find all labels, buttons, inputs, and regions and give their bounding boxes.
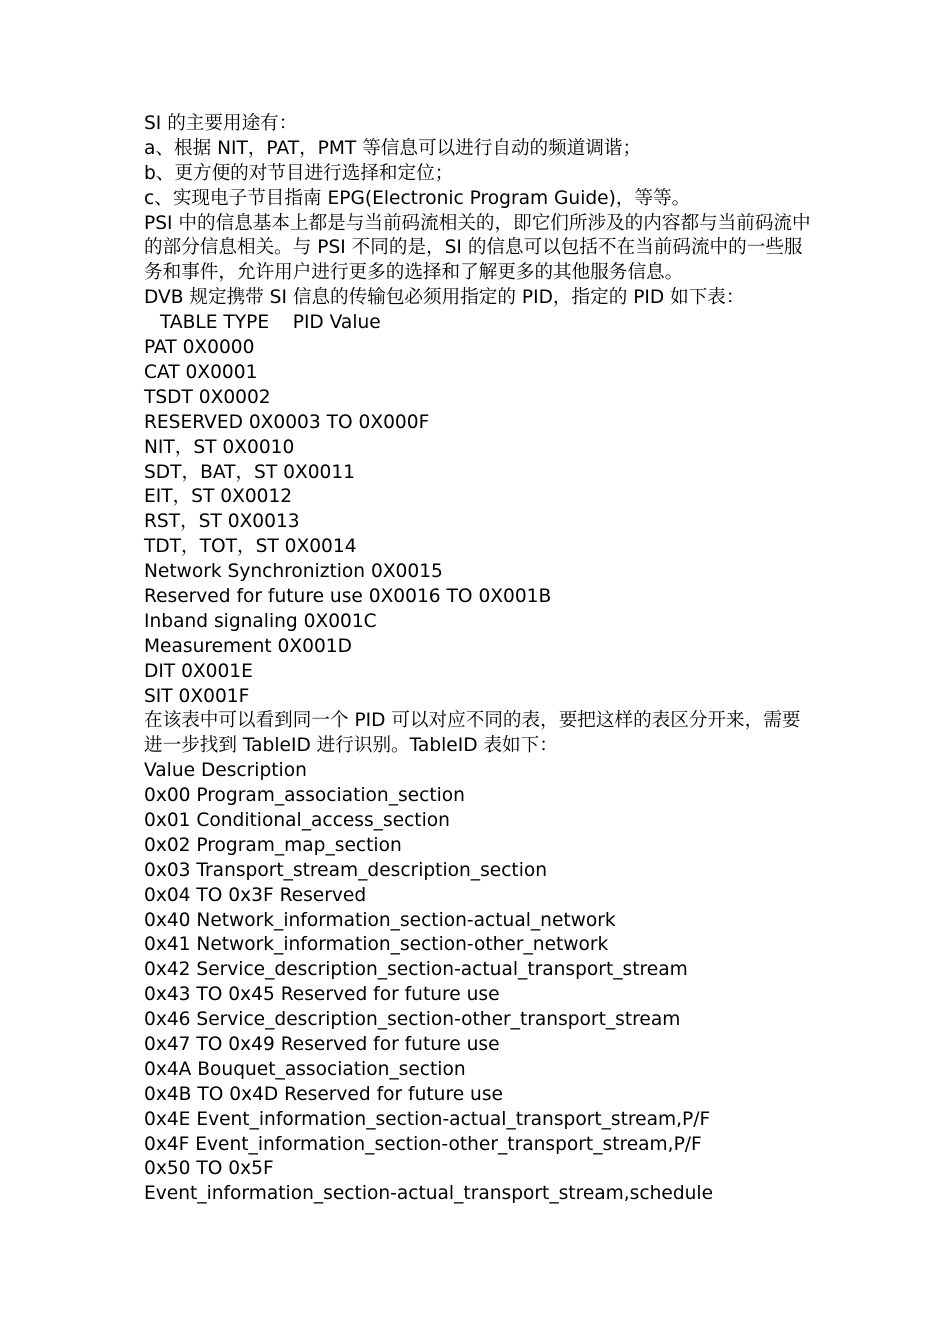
pid-table xyxy=(144,336,816,709)
usage-item-c: c、实现电子节目指南 EPG(Electronic Program Guide)，等等。 xyxy=(144,187,691,209)
tableid-table-row: 0x40 Network_information_section-actual_network xyxy=(144,909,616,931)
pid-table-header: TABLE TYPE PID Value xyxy=(160,312,381,334)
tableid-table-row: 0x47 TO 0x49 Reserved for future use xyxy=(144,1034,500,1056)
tableid-table-row: 0x00 Program_association_section xyxy=(144,785,465,807)
tableid-table-row: 0x43 TO 0x45 Reserved for future use xyxy=(144,984,500,1006)
tableid-table-row: 0x02 Program_map_section xyxy=(144,834,402,856)
tableid-table-row: Event_information_section-actual_transport_stream,schedule xyxy=(144,1183,714,1205)
pid-table-row: DIT 0X001E xyxy=(144,660,253,682)
tableid-table-row: 0x46 Service_description_section-other_transport_stream xyxy=(144,1009,681,1031)
tableid-intro-paragraph: 在该表中可以看到同一个 PID 可以对应不同的表，要把这样的表区分开来，需要进一步找到 TableID 进行识别。TableID 表如下： xyxy=(144,710,801,757)
pid-table-row: TDT，TOT，ST 0X0014 xyxy=(144,536,357,558)
pid-table-row: PAT 0X0000 xyxy=(144,337,255,359)
tableid-table-row: 0x4E Event_information_section-actual_transport_stream,P/F xyxy=(144,1108,711,1130)
tableid-table-row: 0x04 TO 0x3F Reserved xyxy=(144,884,367,906)
usage-item-b: b、更方便的对节目进行选择和定位； xyxy=(144,162,454,184)
tableid-table-row: 0x4A Bouquet_association_section xyxy=(144,1058,466,1080)
tableid-table-header: Value Description xyxy=(144,760,307,782)
pid-table-row: RESERVED 0X0003 TO 0X000F xyxy=(144,411,430,433)
document-page xyxy=(144,112,816,1207)
usage-item-a: a、根据 NIT，PAT，PMT 等信息可以进行自动的频道调谐； xyxy=(144,137,642,159)
pid-table-row: Inband signaling 0X001C xyxy=(144,610,377,632)
pid-table-row: SDT，BAT，ST 0X0011 xyxy=(144,461,356,483)
pid-table-row: Network Synchroniztion 0X0015 xyxy=(144,561,443,583)
pid-table-row: EIT，ST 0X0012 xyxy=(144,486,293,508)
pid-table-row: CAT 0X0001 xyxy=(144,361,258,383)
tableid-table-row: 0x41 Network_information_section-other_network xyxy=(144,934,609,956)
pid-table-row: TSDT 0X0002 xyxy=(144,386,271,408)
tableid-table xyxy=(144,784,816,1207)
tableid-table-row: 0x4F Event_information_section-other_transport_stream,P/F xyxy=(144,1133,702,1155)
pid-table-row: SIT 0X001F xyxy=(144,685,250,707)
tableid-table-row: 0x50 TO 0x5F xyxy=(144,1158,274,1180)
pid-table-row: Reserved for future use 0X0016 TO 0X001B xyxy=(144,585,552,607)
tableid-table-row: 0x42 Service_description_section-actual_transport_stream xyxy=(144,959,688,981)
tableid-table-row: 0x4B TO 0x4D Reserved for future use xyxy=(144,1083,503,1105)
psi-paragraph: PSI 中的信息基本上都是与当前码流相关的，即它们所涉及的内容都与当前码流中的部分信息相关。与 PSI 不同的是，SI 的信息可以包括不在当前码流中的一些服务和事件，允许用户进行更多的选择和了解更多的其他服务信息。 xyxy=(144,212,811,284)
dvb-paragraph: DVB 规定携带 SI 信息的传输包必须用指定的 PID，指定的 PID 如下表： xyxy=(144,287,745,309)
pid-table-row: NIT，ST 0X0010 xyxy=(144,436,295,458)
si-usage-heading: SI 的主要用途有： xyxy=(144,113,298,134)
tableid-table-row: 0x01 Conditional_access_section xyxy=(144,810,450,832)
pid-table-row: RST，ST 0X0013 xyxy=(144,511,300,533)
tableid-table-row: 0x03 Transport_stream_description_section xyxy=(144,859,548,881)
pid-table-row: Measurement 0X001D xyxy=(144,635,352,657)
